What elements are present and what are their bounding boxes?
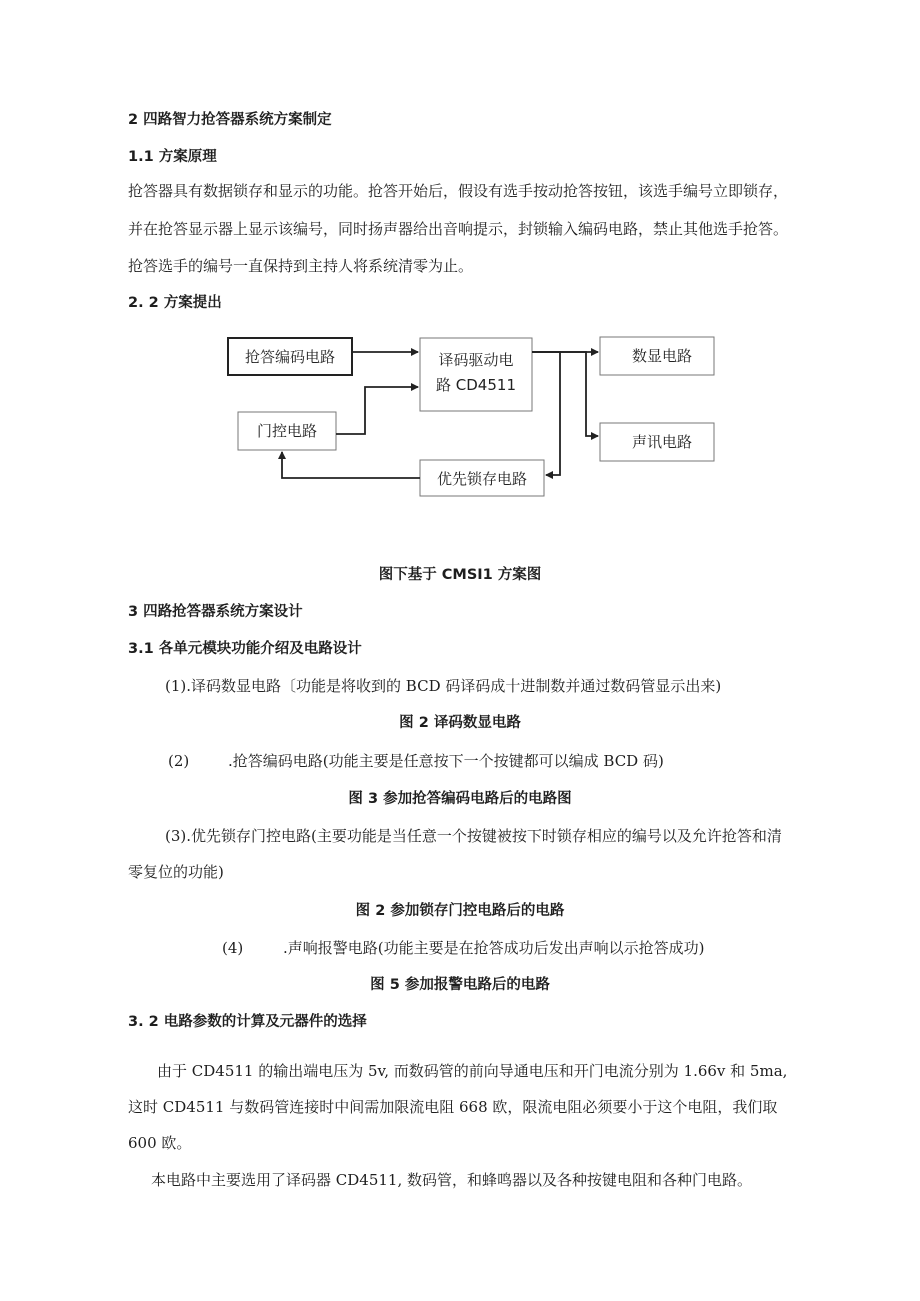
label-decode-1: 译码驱动电 [438, 351, 514, 369]
arrow-decode-to-latch [532, 352, 560, 475]
label-sound: 声讯电路 [632, 433, 693, 451]
figure-caption-2: 图 2 译码数显电路 [399, 715, 521, 731]
subsection-heading-3-2: 3. 2 电路参数的计算及元器件的选择 [128, 1014, 367, 1030]
block-diagram [220, 330, 740, 510]
label-gate: 门控电路 [256, 422, 318, 440]
figure-caption-1: 图下基于 CMSI1 方案图 [378, 567, 542, 583]
label-display: 数显电路 [632, 347, 693, 365]
subsection-heading-2-1: 1.1 方案原理 [128, 149, 217, 165]
subsection-heading-3-1: 3.1 各单元模块功能介绍及电路设计 [128, 641, 362, 657]
box-decode-driver [420, 338, 532, 411]
figure-caption-4: 图 2 参加锁存门控电路后的电路 [355, 903, 565, 919]
paragraph-line: 抢答选手的编号一直保持到主持人将系统清零为止。 [128, 257, 474, 275]
arrow-latch-to-gate [282, 452, 420, 478]
arrow-gate-to-decode [336, 387, 418, 434]
list-item-3-line1: (3).优先锁存门控电路(主要功能是当任意一个按键被按下时锁存相应的编号以及允许抢答和清 [165, 827, 782, 845]
figure-caption-3: 图 3 参加抢答编码电路后的电路图 [348, 791, 572, 807]
label-latch: 优先锁存电路 [436, 470, 528, 488]
paragraph-line: 抢答器具有数据锁存和显示的功能。抢答开始后，假设有选手按动抢答按钮，该选手编号立即锁存， [128, 182, 789, 200]
paragraph-line: 本电路中主要选用了译码器 CD4511, 数码管，和蜂鸣器以及各种按键电阻和各种门电路。 [151, 1171, 752, 1189]
list-item-4-number: (4) [222, 939, 244, 957]
list-item-1: (1).译码数显电路〔功能是将收到的 BCD 码译码成十进制数并通过数码管显示出来) [165, 677, 722, 695]
figure-caption-5: 图 5 参加报警电路后的电路 [370, 977, 550, 993]
list-item-2-number: (2) [168, 752, 190, 770]
label-encode: 抢答编码电路 [244, 348, 336, 366]
paragraph-line: 600 欧。 [128, 1134, 192, 1152]
section-heading-2: 2 四路智力抢答器系统方案制定 [128, 112, 332, 128]
subsection-heading-2-2: 2. 2 方案提出 [128, 295, 222, 311]
label-decode-2: 路 CD4511 [436, 376, 516, 394]
paragraph-line: 这时 CD4511 与数码管连接时中间需加限流电阻 668 欧，限流电阻必须要小于这个电阻，我们取 [128, 1098, 778, 1116]
list-item-2-text: .抢答编码电路(功能主要是任意按下一个按键都可以编成 BCD 码) [228, 752, 664, 770]
list-item-3-line2: 零复位的功能) [128, 863, 224, 881]
paragraph-line: 由于 CD4511 的输出端电压为 5v, 而数码管的前向导通电压和开门电流分别为 1.66v 和 5ma, [157, 1062, 788, 1080]
list-item-4-text: .声响报警电路(功能主要是在抢答成功后发出声响以示抢答成功) [283, 939, 705, 957]
arrow-decode-to-sound [532, 352, 598, 436]
section-heading-3: 3 四路抢答器系统方案设计 [128, 604, 303, 620]
paragraph-line: 并在抢答显示器上显示该编号，同时扬声器给出音响提示，封锁输入编码电路，禁止其他选手抢答。 [128, 220, 789, 238]
